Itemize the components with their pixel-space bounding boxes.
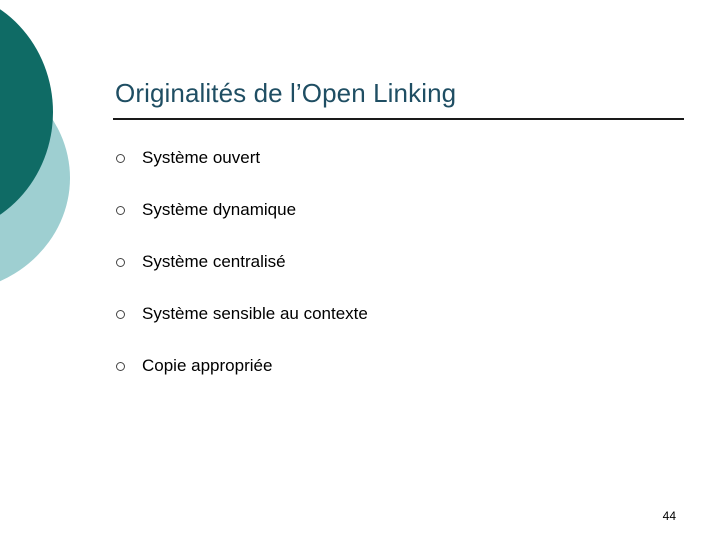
decorative-circles [0, 0, 90, 290]
hollow-circle-bullet-icon [116, 310, 125, 319]
hollow-circle-bullet-icon [116, 362, 125, 371]
list-item [113, 197, 368, 249]
bullet-list [113, 145, 368, 405]
list-item [113, 145, 368, 197]
bullet-text: Système centralisé [142, 252, 286, 271]
title-underline [113, 118, 684, 120]
slide-number: 44 [662, 509, 676, 523]
bullet-text: Copie appropriée [142, 356, 273, 375]
hollow-circle-bullet-icon [116, 206, 125, 215]
list-item [113, 301, 368, 353]
hollow-circle-bullet-icon [116, 258, 125, 267]
bullet-text: Système dynamique [142, 200, 297, 219]
bullet-text: Système sensible au contexte [142, 304, 368, 323]
list-item [113, 353, 368, 405]
hollow-circle-bullet-icon [116, 154, 125, 163]
slide-title: Originalités de l’Open Linking [115, 78, 457, 108]
bullet-text: Système ouvert [142, 148, 261, 167]
list-item [113, 249, 368, 301]
